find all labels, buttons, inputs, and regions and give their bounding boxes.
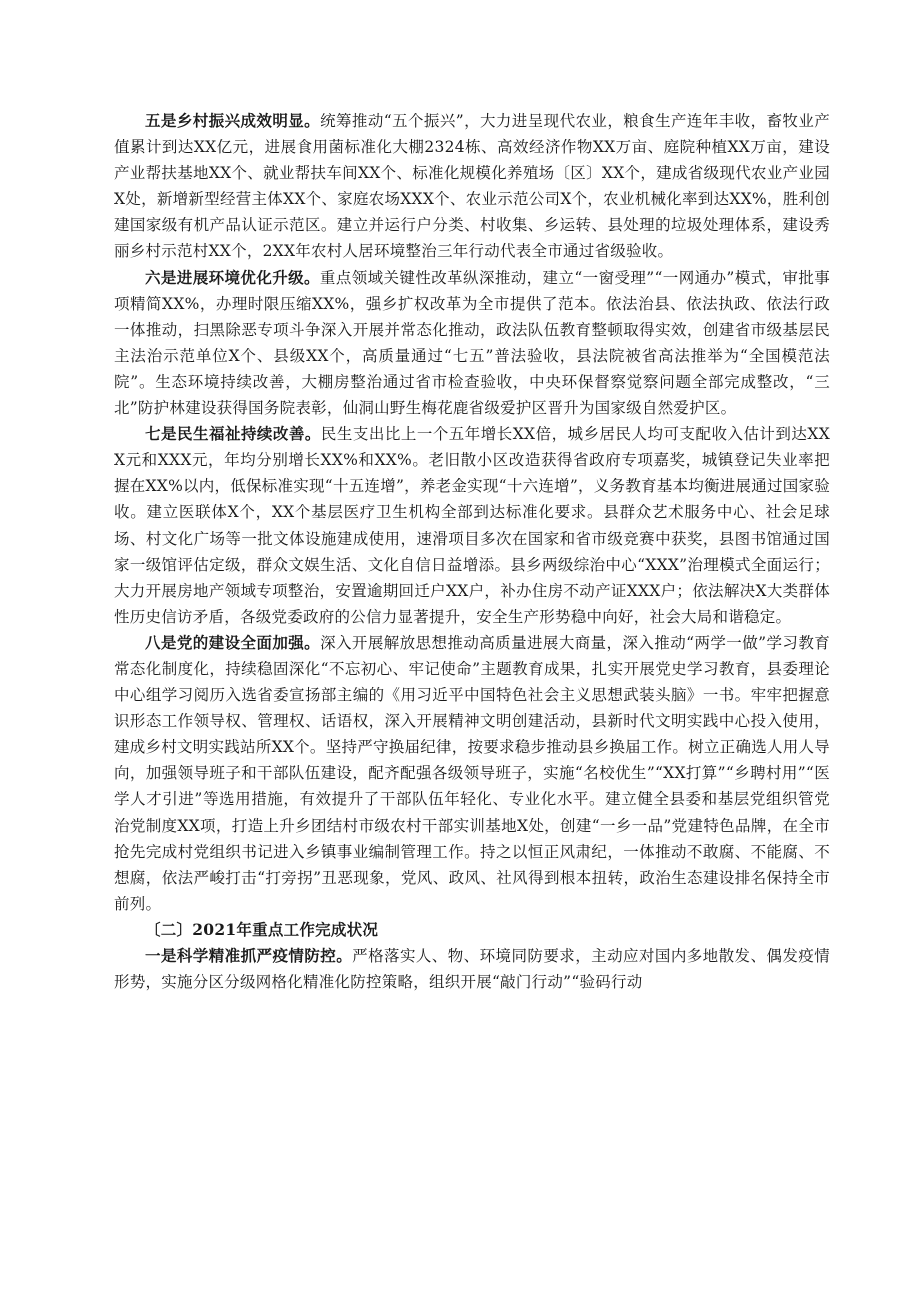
paragraph-body: 统筹推动“五个振兴”，大力进呈现代农业，粮食生产连年丰收，畜牧业产值累计到达XX亿元，进展食用菌标准化大棚2324栋、高效经济作物XX万亩、庭院种植XX万亩，建设产业帮扶基地XX个、就业帮扶车间XX个、标准化规模化养殖场〔区〕XX个，建成省级现代农业产业园X处，新增新型经营主体XX个、家庭农场XXX个、农业示范公司X个，农业机械化率到达XX%，胜利创建国家级有机产品认证示范区。建立并运行户分类、村收集、乡运转、县处理的垃圾处理体系，建设秀丽乡村示范村XX个，2XX年农村人居环境整治三年行动代表全市通过省级验收。	[114, 112, 830, 261]
paragraph-livelihood-welfare	[114, 421, 830, 630]
paragraph-body: 严格落实人、物、环境同防要求，主动应对国内多地散发、偶发疫情形势，实施分区分级网格化精准化防控策略，组织开展“敲门行动”“验码行动	[114, 947, 830, 992]
paragraph-body: 重点领域关键性改革纵深推动，建立“一窗受理”“一网通办”模式，审批事项精简XX%，办理时限压缩XX%，强乡扩权改革为全市提供了范本。依法治县、依法执政、依法行政一体推动，扫黑除恶专项斗争深入开展并常态化推动，政法队伍教育整顿取得实效，创建省市级基层民主法治示范单位X个、县级XX个，高质量通过“七五”普法验收，县法院被省高法推举为“全国模范法院”。生态环境持续改善，大棚房整治通过省市检查验收，中央环保督察觉察问题全部完成整改，“三北”防护林建设获得国务院表彰，仙洞山野生梅花鹿省级爱护区晋升为国家级自然爱护区。	[114, 268, 830, 418]
paragraph-lead: 六是进展环境优化升级。	[145, 267, 320, 287]
paragraph-body: 民生支出比上一个五年增长XX倍，城乡居民人均可支配收入估计到达XXX元和XXX元，年均分别增长XX%和XX%。老旧散小区改造获得省政府专项嘉奖，城镇登记失业率把握在XX%以内，低保标准实现“十五连增”，养老金实现“十六连增”，义务教育基本均衡进展通过国家验收。建立医联体X个，XX个基层医疗卫生机构全部到达标准化要求。县群众艺术服务中心、社会足球场、村文化广场等一批文体设施建成使用，速滑项目多次在国家和省市级竞赛中获奖，县图书馆通过国家一级馆评估定级，群众文娱生活、文化自信日益增添。县乡两级综治中心“XXX”治理模式全面运行；大力开展房地产领域专项整治，安置逾期回迁户XX户，补办住房不动产证XXX户；依法解决X大类群体性历史信访矛盾，各级党委政府的公信力显著提升，安全生产形势稳中向好，社会大局和谐稳定。	[114, 425, 830, 626]
paragraph-lead: 五是乡村振兴成效明显。	[145, 111, 321, 130]
paragraph-party-building	[114, 630, 830, 917]
paragraph-epidemic-control	[114, 943, 830, 995]
paragraph-rural-revitalization	[114, 108, 830, 265]
section-subheading: 〔二〕2021年重点工作完成状况	[145, 919, 379, 939]
document-page	[114, 108, 830, 995]
paragraph-environment-optimization	[114, 265, 830, 422]
paragraph-lead: 七是民生福祉持续改善。	[145, 424, 321, 444]
paragraph-lead: 八是党的建设全面加强。	[145, 632, 321, 652]
paragraph-body: 深入开展解放思想推动高质量进展大商量，深入推动“两学一做”学习教育常态化制度化，持续稳固深化“不忘初心、牢记使命”主题教育成果，扎实开展党史学习教育，县委理论中心组学习阅历入选省委宣扬部主编的《用习近平中国特色社会主义思想武装头脑》一书。牢牢把握意识形态工作领导权、管理权、话语权，深入开展精神文明创建活动，县新时代文明实践中心投入使用，建成乡村文明实践站所XX个。坚持严守换届纪律，按要求稳步推动县乡换届工作。树立正确选人用人导向，加强领导班子和干部队伍建设，配齐配强各级领导班子，实施“名校优生”“XX打算”“乡聘村用”“医学人才引进”等选用措施，有效提升了干部队伍年轻化、专业化水平。建立健全县委和基层党组织管党治党制度XX项，打造上升乡团结村市级农村干部实训基地X处，创建“一乡一品”党建特色品牌，在全市抢先完成村党组织书记进入乡镇事业编制管理工作。持之以恒正风肃纪，一体推动不敢腐、不能腐、不想腐，依法严峻打击“打旁拐”丑恶现象，党风、政风、社风得到根本扭转，政治生态建设排名保持全市前列。	[114, 633, 830, 913]
paragraph-lead: 一是科学精准抓严疫情防控。	[145, 946, 353, 965]
